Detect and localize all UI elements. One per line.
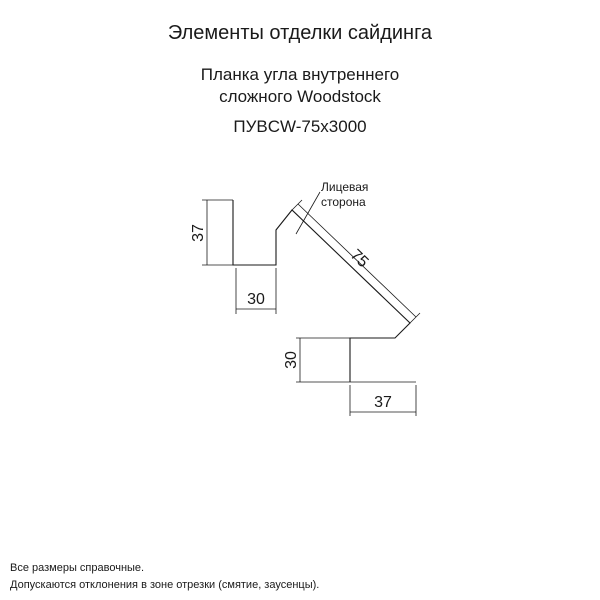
drawing-title: Элементы отделки сайдинга xyxy=(167,22,433,44)
dim-bottom-height xyxy=(296,338,416,382)
face-side-leader xyxy=(296,192,320,234)
face-side-label-line-1: Лицевая xyxy=(321,180,369,194)
dim-top-height-label: 37 xyxy=(190,224,207,242)
product-code: ПУВCW-75x3000 xyxy=(233,117,367,136)
dim-bottom-height-label: 30 xyxy=(283,351,300,369)
product-name-line-1: Планка угла внутреннего xyxy=(200,65,400,84)
face-side-label-line-2: сторона xyxy=(321,195,366,209)
dim-diagonal-label: 75 xyxy=(346,246,372,272)
dim-bottom-width-label: 37 xyxy=(374,394,392,411)
product-name-line-2: сложного Woodstock xyxy=(219,87,381,106)
note-cut-tolerance: Допускаются отклонения в зоне отрезки (смятие, заусенцы). xyxy=(10,579,320,591)
dim-top-width-label: 30 xyxy=(247,291,265,308)
note-reference-dimensions: Все размеры справочные. xyxy=(10,562,145,574)
